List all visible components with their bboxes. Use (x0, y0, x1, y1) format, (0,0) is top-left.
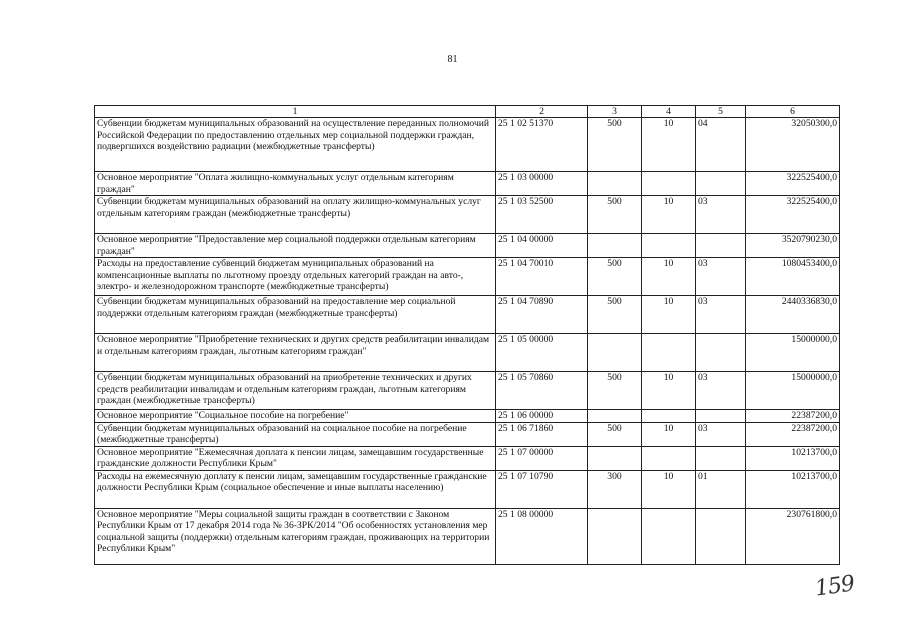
row-name-cell: Субвенции бюджетам муниципальных образований на оплату жилищно-коммунальных услуг отдельным категориям граждан (межбюджетные трансферты) (95, 196, 496, 234)
row-col4-cell: 10 (642, 258, 696, 296)
row-col4-cell (642, 334, 696, 372)
row-col4-cell: 10 (642, 296, 696, 334)
table-row (95, 118, 840, 172)
table-row (95, 446, 840, 470)
row-col5-cell (696, 508, 746, 564)
page-number: 81 (447, 54, 458, 65)
row-code-cell: 25 1 05 00000 (496, 334, 588, 372)
table-row (95, 470, 840, 508)
row-col3-cell (588, 508, 642, 564)
row-name-cell: Субвенции бюджетам муниципальных образований на социальное пособие на погребение (межбюджетные трансферты) (95, 422, 496, 446)
row-col5-cell: 01 (696, 470, 746, 508)
row-name-cell: Основное мероприятие "Социальное пособие на погребение" (95, 410, 496, 422)
row-col4-cell (642, 410, 696, 422)
row-name-cell: Субвенции бюджетам муниципальных образований на осуществление переданных полномочий Российской Федерации по предоставлению отдельных мер социальной поддержки граждан, подвергшихся воздействию радиации (межбюджетные трансферты) (95, 118, 496, 172)
row-col4-cell: 10 (642, 372, 696, 410)
row-code-cell: 25 1 04 70010 (496, 258, 588, 296)
row-col5-cell (696, 446, 746, 470)
column-header: 6 (746, 106, 840, 118)
row-name-cell: Основное мероприятие "Приобретение технических и других средств реабилитации инвалидам и отдельным категориям граждан, льготным категориям граждан" (95, 334, 496, 372)
row-col4-cell: 10 (642, 118, 696, 172)
table-row (95, 234, 840, 258)
row-col4-cell (642, 446, 696, 470)
row-col3-cell (588, 410, 642, 422)
row-code-cell: 25 1 03 52500 (496, 196, 588, 234)
row-col5-cell: 03 (696, 258, 746, 296)
row-name-cell: Основное мероприятие "Меры социальной защиты граждан в соответствии с Законом Республики Крым от 17 декабря 2014 года № 36-ЗРК/2014 "Об особенностях установления мер социальной защиты (поддержки) отдельным категориям граждан, проживающих на территории Республики Крым" (95, 508, 496, 564)
row-name-cell: Основное мероприятие "Ежемесячная доплата к пенсии лицам, замещавшим государственные гражданские должности Республики Крым" (95, 446, 496, 470)
row-code-cell: 25 1 04 00000 (496, 234, 588, 258)
row-col4-cell: 10 (642, 422, 696, 446)
row-code-cell: 25 1 06 71860 (496, 422, 588, 446)
row-col5-cell (696, 410, 746, 422)
row-amount-cell: 322525400,0 (746, 172, 840, 196)
row-col3-cell: 500 (588, 296, 642, 334)
row-col5-cell: 04 (696, 118, 746, 172)
row-amount-cell: 32050300,0 (746, 118, 840, 172)
row-col4-cell (642, 172, 696, 196)
row-amount-cell: 2440336830,0 (746, 296, 840, 334)
row-name-cell: Основное мероприятие "Оплата жилищно-коммунальных услуг отдельным категориям граждан" (95, 172, 496, 196)
row-col3-cell: 500 (588, 118, 642, 172)
row-col4-cell: 10 (642, 196, 696, 234)
row-col3-cell (588, 334, 642, 372)
row-code-cell: 25 1 03 00000 (496, 172, 588, 196)
column-header: 2 (496, 106, 588, 118)
row-amount-cell: 15000000,0 (746, 334, 840, 372)
row-amount-cell: 3520790230,0 (746, 234, 840, 258)
row-col3-cell: 300 (588, 470, 642, 508)
row-amount-cell: 1080453400,0 (746, 258, 840, 296)
row-col3-cell: 500 (588, 196, 642, 234)
row-code-cell: 25 1 07 00000 (496, 446, 588, 470)
table-header-row (95, 106, 840, 118)
row-amount-cell: 15000000,0 (746, 372, 840, 410)
table-row (95, 410, 840, 422)
row-col3-cell (588, 172, 642, 196)
row-code-cell: 25 1 05 70860 (496, 372, 588, 410)
row-col4-cell (642, 508, 696, 564)
row-amount-cell: 230761800,0 (746, 508, 840, 564)
row-col5-cell: 03 (696, 296, 746, 334)
row-col5-cell (696, 334, 746, 372)
table-row (95, 172, 840, 196)
row-name-cell: Расходы на ежемесячную доплату к пенсии лицам, замещавшим государственные гражданские должности Республики Крым (социальное обеспечение и иные выплаты населению) (95, 470, 496, 508)
column-header: 5 (696, 106, 746, 118)
budget-table (94, 105, 840, 565)
row-col3-cell: 500 (588, 422, 642, 446)
row-code-cell: 25 1 07 10790 (496, 470, 588, 508)
row-code-cell: 25 1 08 00000 (496, 508, 588, 564)
row-name-cell: Основное мероприятие "Предоставление мер социальной поддержки отдельным категориям граждан" (95, 234, 496, 258)
row-col4-cell: 10 (642, 470, 696, 508)
row-col5-cell: 03 (696, 196, 746, 234)
row-name-cell: Расходы на предоставление субвенций бюджетам муниципальных образований на компенсационные выплаты по льготному проезду отдельных категорий граждан на авто-, электро- и железнодорожном транспорте (межбюджетные трансферты) (95, 258, 496, 296)
table-row (95, 296, 840, 334)
row-col5-cell: 03 (696, 372, 746, 410)
column-header: 1 (95, 106, 496, 118)
row-amount-cell: 22387200,0 (746, 422, 840, 446)
row-code-cell: 25 1 02 51370 (496, 118, 588, 172)
row-name-cell: Субвенции бюджетам муниципальных образований на предоставление мер социальной поддержки отдельным категориям граждан (межбюджетные трансферты) (95, 296, 496, 334)
row-amount-cell: 22387200,0 (746, 410, 840, 422)
column-header: 3 (588, 106, 642, 118)
row-code-cell: 25 1 04 70890 (496, 296, 588, 334)
row-col5-cell: 03 (696, 422, 746, 446)
row-col3-cell: 500 (588, 258, 642, 296)
column-header: 4 (642, 106, 696, 118)
table-row (95, 196, 840, 234)
row-col3-cell: 500 (588, 372, 642, 410)
handwritten-signature: 159 (813, 571, 856, 602)
row-amount-cell: 10213700,0 (746, 446, 840, 470)
row-col3-cell (588, 446, 642, 470)
row-amount-cell: 10213700,0 (746, 470, 840, 508)
table-row (95, 372, 840, 410)
row-col5-cell (696, 172, 746, 196)
row-col3-cell (588, 234, 642, 258)
row-name-cell: Субвенции бюджетам муниципальных образований на приобретение технических и других средств реабилитации инвалидам и отдельным категориям граждан, льготным категориям граждан (межбюджетные трансферты) (95, 372, 496, 410)
row-amount-cell: 322525400,0 (746, 196, 840, 234)
table-row (95, 422, 840, 446)
table-row (95, 258, 840, 296)
row-code-cell: 25 1 06 00000 (496, 410, 588, 422)
row-col4-cell (642, 234, 696, 258)
table-row (95, 334, 840, 372)
row-col5-cell (696, 234, 746, 258)
table-row (95, 508, 840, 564)
